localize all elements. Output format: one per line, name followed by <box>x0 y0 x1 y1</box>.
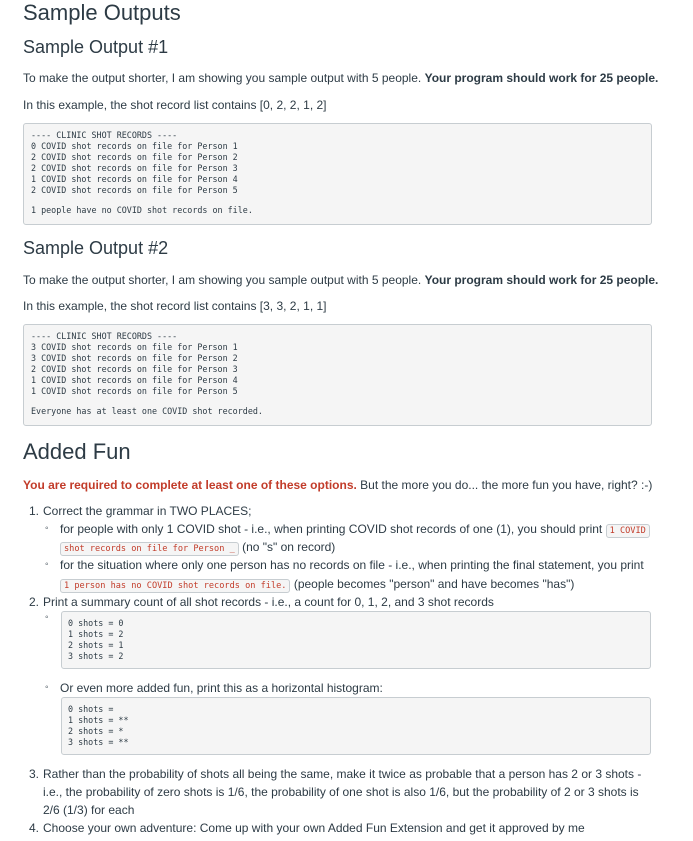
output2-intro <box>23 272 658 288</box>
output2-title: Sample Output #2 <box>23 238 169 258</box>
console-line: 2 shots = 1 <box>68 639 124 650</box>
added-fun-requirement <box>23 477 652 493</box>
list-item-1 <box>29 502 669 520</box>
console-line: 2 COVID shot records on file for Person 3 <box>31 363 238 374</box>
hollow-bullet-icon: ◦ <box>45 682 49 693</box>
list-item-3 <box>29 765 655 819</box>
console-line: 1 COVID shot records on file for Person 4 <box>31 173 238 184</box>
list-number: 3. <box>29 767 40 781</box>
console-line: 2 COVID shot records on file for Person 3 <box>31 162 238 173</box>
sub-item-text: for people with only 1 COVID shot - i.e., when printing COVID shot records of one (1), you should print <box>60 522 606 536</box>
page-title: Sample Outputs <box>23 0 181 25</box>
console-line: ---- CLINIC SHOT RECORDS ---- <box>31 130 178 140</box>
console-summary: Everyone has at least one COVID shot recorded. <box>31 406 263 417</box>
sub-item-1b-cont <box>23 575 690 595</box>
sub-item-1a-cont <box>23 538 690 558</box>
inline-code: 1 person has no COVID shot records on file. <box>60 579 290 593</box>
hollow-bullet-icon: ◦ <box>45 559 49 570</box>
sub-item-1b <box>23 556 690 574</box>
list-number: 1. <box>29 504 40 518</box>
inline-code: 1 COVID <box>606 524 650 538</box>
console-line: 1 COVID shot records on file for Person 4 <box>31 374 238 385</box>
inline-code: shot records on file for Person _ <box>60 542 239 556</box>
output1-list-line: In this example, the shot record list contains [0, 2, 2, 1, 2] <box>23 98 327 112</box>
console-line: 2 shots = * <box>68 725 124 736</box>
output2-intro-bold: Your program should work for 25 people. <box>424 273 659 287</box>
console-line: ---- CLINIC SHOT RECORDS ---- <box>31 331 178 341</box>
console-line: 0 shots = 0 <box>68 618 124 628</box>
hollow-bullet-icon: ◦ <box>45 612 49 623</box>
console-line: 3 shots = ** <box>68 736 129 747</box>
sub-item-text: (people becomes "person" and have becomes "has") <box>290 577 575 591</box>
output1-console <box>23 123 652 225</box>
output1-title: Sample Output #1 <box>23 37 169 57</box>
sub-item-text: Or even more added fun, print this as a horizontal histogram: <box>60 681 383 695</box>
console-summary: 1 people have no COVID shot records on file. <box>31 205 253 216</box>
list-item-text: Choose your own adventure: Come up with your own Added Fun Extension and get it approved by me <box>43 821 585 835</box>
output2-intro-plain: To make the output shorter, I am showing you sample output with 5 people. <box>23 273 425 287</box>
list-item-2 <box>29 593 669 611</box>
console-line: 2 COVID shot records on file for Person 5 <box>31 184 238 195</box>
output1-intro-plain: To make the output shorter, I am showing you sample output with 5 people. <box>23 71 425 85</box>
requirement-rest: But the more you do... the more fun you have, right? :-) <box>356 478 653 492</box>
output2-console <box>23 324 652 426</box>
console-line: 3 COVID shot records on file for Person 1 <box>31 341 238 352</box>
sub-item-histogram <box>23 679 690 697</box>
console-line: 3 COVID shot records on file for Person 2 <box>31 352 238 363</box>
list-item-text: Rather than the probability of shots all being the same, make it twice as probable that a person has 2 or 3 shots - i.e., the probability of zero shots is 1/6, the probability of one shot is also 1/6, but the probability of 2 or 3 shots is 2/6 (1/3) for each <box>43 767 642 817</box>
output1-intro <box>23 70 658 86</box>
summary-counts-console <box>61 611 651 669</box>
console-line: 2 COVID shot records on file for Person 2 <box>31 151 238 162</box>
added-fun-title: Added Fun <box>23 439 131 464</box>
list-item-text: Correct the grammar in TWO PLACES; <box>43 504 252 518</box>
sub-item-text: for the situation where only one person has no records on file - i.e., when printing the final statement, you print <box>60 558 644 572</box>
list-number: 4. <box>29 821 40 835</box>
requirement-emphasis: You are required to complete at least one of these options. <box>23 478 357 492</box>
console-line: 1 COVID shot records on file for Person 5 <box>31 385 238 396</box>
list-number: 2. <box>29 595 40 609</box>
sub-item-text: (no "s" on record) <box>238 540 336 554</box>
console-line: 0 shots = <box>68 704 114 714</box>
histogram-console <box>61 697 651 755</box>
list-item-text: Print a summary count of all shot records - i.e., a count for 0, 1, 2, and 3 shot records <box>43 595 494 609</box>
sub-item-1a <box>23 520 690 540</box>
hollow-bullet-icon: ◦ <box>45 523 49 534</box>
console-line: 1 shots = ** <box>68 714 129 725</box>
console-line: 3 shots = 2 <box>68 650 124 661</box>
console-line: 1 shots = 2 <box>68 628 124 639</box>
output1-intro-bold: Your program should work for 25 people. <box>424 71 659 85</box>
output2-list-line: In this example, the shot record list contains [3, 3, 2, 1, 1] <box>23 299 327 313</box>
console-line: 0 COVID shot records on file for Person 1 <box>31 140 238 151</box>
list-item-4 <box>29 819 669 837</box>
